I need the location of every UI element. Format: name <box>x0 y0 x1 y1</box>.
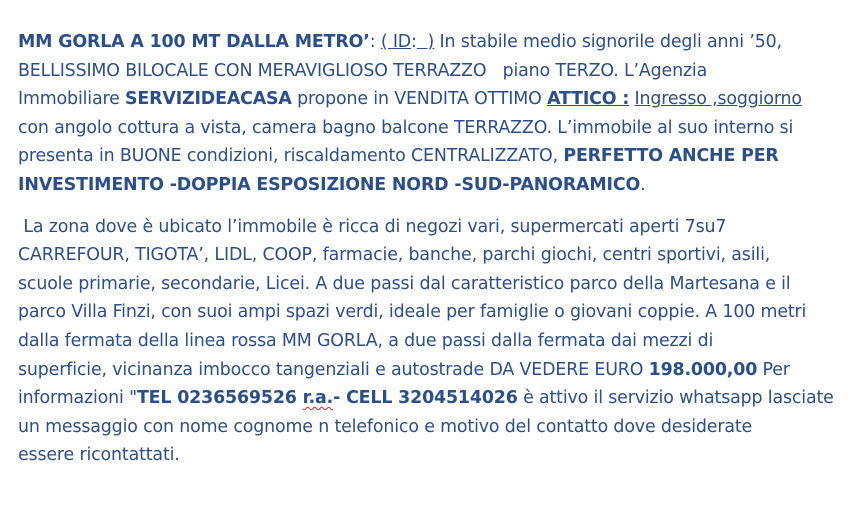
text-line: con angolo cottura a vista, camera bagno balcone TERRAZZO. L’immobile al suo interno si <box>18 117 794 138</box>
text-line <box>18 142 838 171</box>
listing-title: MM GORLA A 100 MT DALLA METRO’ <box>18 32 370 52</box>
listing-id-blank <box>417 32 428 52</box>
text-line: essere ricontattati. <box>18 445 180 466</box>
text-run: superficie, vicinanza imbocco tangenziali e autostrade DA VEDERE EURO <box>18 359 649 380</box>
listing-id-close: ) <box>427 32 435 52</box>
text-run: presenta in BUONE condizioni, riscaldamento CENTRALIZZATO, <box>18 146 564 167</box>
text-line: CARREFOUR, TIGOTA’, LIDL, COOP, farmacie, banche, parchi giochi, centri sportivi, asili, <box>18 245 771 266</box>
paragraph-spacing <box>18 200 838 213</box>
ingresso-text: Ingresso ,soggiorno <box>634 89 802 110</box>
listing-id-open: ( ID <box>380 32 412 52</box>
text-line <box>18 28 838 57</box>
text-run: è attivo il servizio whatsapp lasciate <box>517 388 834 409</box>
text-line <box>18 356 838 385</box>
text-run: . <box>640 174 646 195</box>
paragraph-listing-intro <box>18 28 838 200</box>
phone-number: TEL 0236569526 <box>136 388 303 409</box>
text-run: propone in VENDITA OTTIMO <box>291 89 548 110</box>
document-body <box>18 28 838 470</box>
paragraph-area-description <box>18 213 838 470</box>
text-run: Per <box>757 359 790 380</box>
text-line: un messaggio con nome cognome n telefonico e motivo del contatto dove desiderate <box>18 416 753 437</box>
text-run: Immobiliare <box>18 89 126 110</box>
highlight-text: INVESTIMENTO -DOPPIA ESPOSIZIONE NORD -SUD-PANORAMICO <box>18 174 641 195</box>
price-value: 198.000,00 <box>648 359 758 380</box>
text-line: parco Villa Finzi, con suoi ampi spazi verdi, ideale per famiglie o giovani coppie. A 100 metri <box>18 302 807 323</box>
text-line <box>18 171 838 200</box>
text-line <box>18 384 838 413</box>
spellcheck-flagged-word[interactable]: r.a. <box>302 388 334 409</box>
text-run: In stabile medio signorile degli anni ’50, <box>434 32 782 52</box>
cell-number: - CELL 3204514026 <box>333 388 518 409</box>
listing-id-colon: : <box>411 32 417 52</box>
agency-name: SERVIZIDEACASA <box>125 89 292 110</box>
text-line: dalla fermata della linea rossa MM GORLA, a due passi dalla fermata dai mezzi di <box>18 330 714 351</box>
text-line: BELLISSIMO BILOCALE CON MERAVIGLIOSO TERRAZZO piano TERZO. L’Agenzia <box>18 60 708 81</box>
attico-label: ATTICO : <box>547 89 630 110</box>
text-line: La zona dove è ubicato l’immobile è ricca di negozi vari, supermercati aperti 7su7 <box>18 216 727 237</box>
text-line: scuole primarie, secondarie, Licei. A due passi dal caratteristico parco della Martesana e il <box>18 273 791 294</box>
highlight-text: PERFETTO ANCHE PER <box>563 146 779 167</box>
text-run: informazioni " <box>18 388 137 409</box>
text-line <box>18 85 838 114</box>
text-run: : <box>369 32 376 52</box>
